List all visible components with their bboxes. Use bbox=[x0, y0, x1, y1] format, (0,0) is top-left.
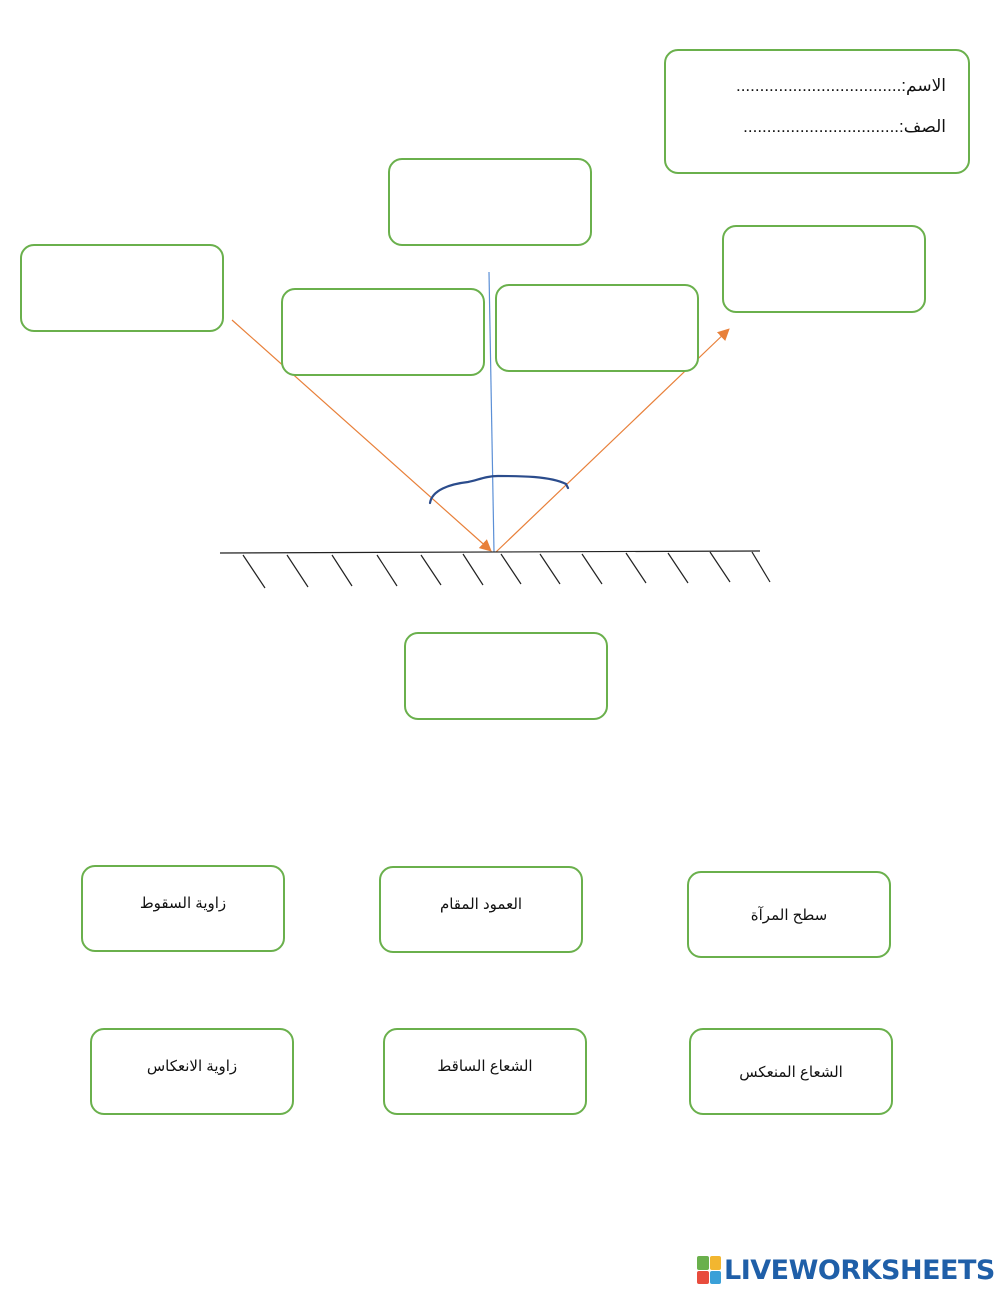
word-incident-ray[interactable]: الشعاع الساقط bbox=[383, 1028, 587, 1115]
brand-name: LIVEWORKSHEETS bbox=[724, 1254, 995, 1286]
liveworksheets-brand bbox=[697, 1254, 995, 1286]
student-info-box bbox=[664, 49, 970, 174]
word-angle-of-reflection[interactable]: زاوية الانعكاس bbox=[90, 1028, 294, 1115]
name-field[interactable]: الاسم:................................... bbox=[735, 76, 946, 95]
drop-box-right[interactable] bbox=[722, 225, 926, 313]
drop-box-left[interactable] bbox=[20, 244, 224, 332]
word-reflected-ray[interactable]: الشعاع المنعكس bbox=[689, 1028, 893, 1115]
drop-box-top[interactable] bbox=[388, 158, 592, 246]
class-field[interactable]: الصف:................................. bbox=[743, 117, 946, 136]
word-normal-line[interactable]: العمود المقام bbox=[379, 866, 583, 953]
drop-box-center-left[interactable] bbox=[281, 288, 485, 376]
angle-arc bbox=[430, 476, 568, 503]
drop-box-center-right[interactable] bbox=[495, 284, 699, 372]
word-mirror-surface[interactable]: سطح المرآة bbox=[687, 871, 891, 958]
normal-line bbox=[489, 272, 494, 552]
word-angle-of-incidence[interactable]: زاوية السقوط bbox=[81, 865, 285, 952]
liveworksheets-logo-icon bbox=[697, 1256, 721, 1284]
mirror-surface bbox=[220, 551, 770, 588]
drop-box-bottom[interactable] bbox=[404, 632, 608, 720]
